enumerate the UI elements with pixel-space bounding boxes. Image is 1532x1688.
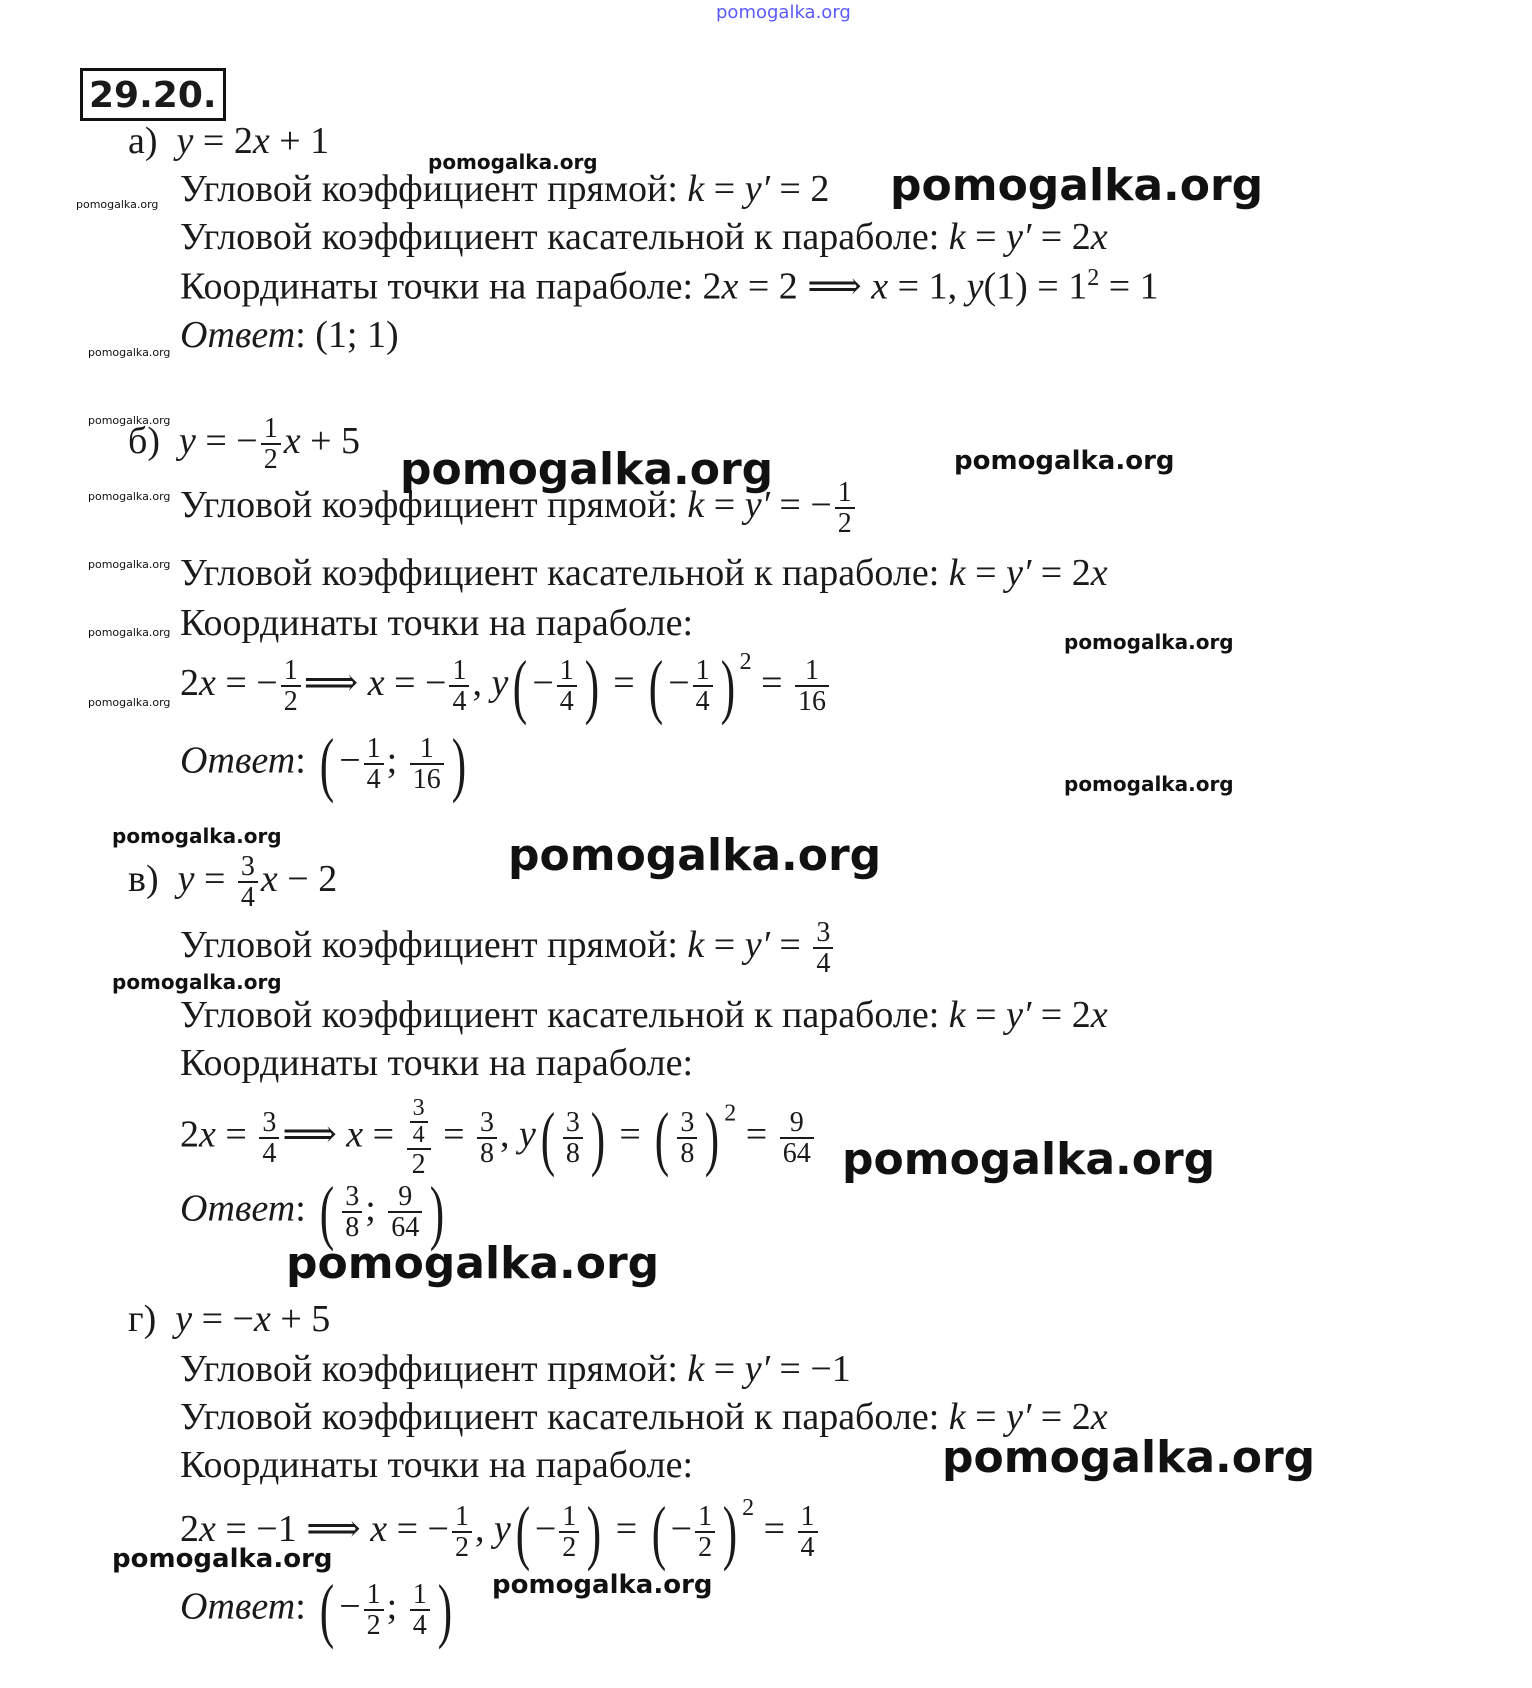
label-point-coords: Координаты точки на параболе: <box>180 265 693 308</box>
label-slope-tangent: Угловой коэффициент касательной к параболе: <box>180 552 940 594</box>
watermark: pomogalka.org <box>1064 772 1234 796</box>
label-slope-tangent: Угловой коэффициент касательной к параболе: <box>180 1396 940 1438</box>
part-c-answer: Ответ: ( $\frac{3}{8}$ ; $\frac{9}{64}$ ) <box>180 1172 445 1252</box>
part-b-equation: б) y = − $\frac{1}{2}$ x + 5 <box>128 413 361 476</box>
part-c-point-label <box>180 1044 693 1082</box>
label-answer: Ответ <box>180 1585 296 1628</box>
part-c-slope-tangent: Угловой коэффициент касательной к параболе: k = y′ = 2x <box>180 994 1108 1036</box>
part-d-point-calc: 2x = −1 ⟹ x = − $\frac{1}{2}$ , y( − $\frac{1}{2}$ ) = ( − $\frac{1}{2}$ ) $^2$ = $\frac{1}{4}$ <box>180 1496 821 1568</box>
part-d-answer: Ответ: ( − $\frac{1}{2}$ ; $\frac{1}{4}$ ) <box>180 1570 452 1650</box>
part-letter: а) <box>128 120 158 162</box>
watermark: pomogalka.org <box>492 1570 713 1600</box>
watermark: pomogalka.org <box>88 626 171 639</box>
label-slope-tangent: Угловой коэффициент касательной к параболе: <box>180 994 940 1036</box>
watermark: pomogalka.org <box>942 1432 1316 1483</box>
watermark: pomogalka.org <box>112 970 282 994</box>
label-slope-tangent: Угловой коэффициент касательной к параболе: <box>180 216 940 258</box>
watermark: pomogalka.org <box>428 150 598 174</box>
label-point-coords: Координаты точки на параболе: <box>180 1444 693 1486</box>
label-slope-line: Угловой коэффициент прямой: <box>180 168 678 210</box>
watermark: pomogalka.org <box>88 346 171 359</box>
part-b-answer: Ответ: ( − $\frac{1}{4}$ ; $\frac{1}{16}$ ) <box>180 724 466 804</box>
watermark: pomogalka.org <box>88 414 171 427</box>
watermark: pomogalka.org <box>112 824 282 848</box>
label-answer: Ответ <box>180 1187 296 1230</box>
label-slope-line: Угловой коэффициент прямой: <box>180 484 678 527</box>
label-answer: Ответ <box>180 739 296 782</box>
watermark: pomogalka.org <box>954 446 1175 476</box>
part-a-point: Координаты точки на параболе: 2x = 2 ⟹ x = 1, $y(1) = 1^2 = 1$ <box>180 265 1159 308</box>
part-a-slope-tangent: Угловой коэффициент касательной к параболе: k = y′ = 2x <box>180 216 1108 258</box>
label-slope-line: Угловой коэффициент прямой: <box>180 924 678 967</box>
watermark: pomogalka.org <box>842 1134 1216 1185</box>
part-c-equation: в) y = $\frac{3}{4}$ x − 2 <box>128 851 338 914</box>
part-b-point-calc: 2x = − $\frac{1}{2}$ ⟹ x = − $\frac{1}{4}$ , y( − $\frac{1}{4}$ ) = ( − $\frac{1}{4}$ ) $^2$ = $\frac{1}{16}$ <box>180 650 832 722</box>
part-d-equation: г) y = −x + 5 <box>128 1298 331 1340</box>
part-c-point-calc: 2x = $\frac{3}{4}$ ⟹ x = $\frac{\frac{3}{4}}{2}$ = $\frac{3}{8}$ , y( $\frac{3}{8}$ ) = ( $\frac{3}{8}$ ) $^2$ = $\frac{9}{64}$ <box>180 1096 817 1180</box>
watermark: pomogalka.org <box>88 558 171 571</box>
part-letter: г) <box>128 1298 157 1340</box>
part-a-slope-line: Угловой коэффициент прямой: k = y′ = 2 <box>180 168 830 210</box>
part-d-slope-line: Угловой коэффициент прямой: k = y′ = −1 <box>180 1348 851 1390</box>
watermark: pomogalka.org <box>286 1238 660 1289</box>
problem-number: 29.20. <box>80 68 226 121</box>
watermark: pomogalka.org <box>112 1544 333 1574</box>
label-slope-line: Угловой коэффициент прямой: <box>180 1348 678 1390</box>
watermark: pomogalka.org <box>88 490 171 503</box>
watermark: pomogalka.org <box>890 160 1264 211</box>
label-point-coords: Координаты точки на параболе: <box>180 602 693 644</box>
watermark: pomogalka.org <box>88 696 171 709</box>
part-d-point-label <box>180 1446 693 1484</box>
watermark: pomogalka.org <box>400 444 774 495</box>
watermark: pomogalka.org <box>76 198 159 211</box>
label-point-coords: Координаты точки на параболе: <box>180 1042 693 1084</box>
label-answer: Ответ <box>180 314 296 356</box>
part-letter: в) <box>128 858 159 901</box>
watermark: pomogalka.org <box>1064 630 1234 654</box>
part-c-slope-line: Угловой коэффициент прямой: k = y′ = $\frac{3}{4}$ <box>180 918 836 979</box>
part-b-slope-line: Угловой коэффициент прямой: k = y′ = − $\frac{1}{2}$ <box>180 478 858 539</box>
part-b-point-label <box>180 604 693 642</box>
part-b-slope-tangent: Угловой коэффициент касательной к параболе: k = y′ = 2x <box>180 552 1108 594</box>
part-a-equation: а) y = 2x + 1 <box>128 120 330 162</box>
part-d-slope-tangent: Угловой коэффициент касательной к параболе: k = y′ = 2x <box>180 1396 1108 1438</box>
part-a-answer: Ответ: (1; 1) <box>180 314 399 356</box>
watermark: pomogalka.org <box>508 830 882 881</box>
header-watermark: pomogalka.org <box>716 2 851 23</box>
part-letter: б) <box>128 420 160 463</box>
